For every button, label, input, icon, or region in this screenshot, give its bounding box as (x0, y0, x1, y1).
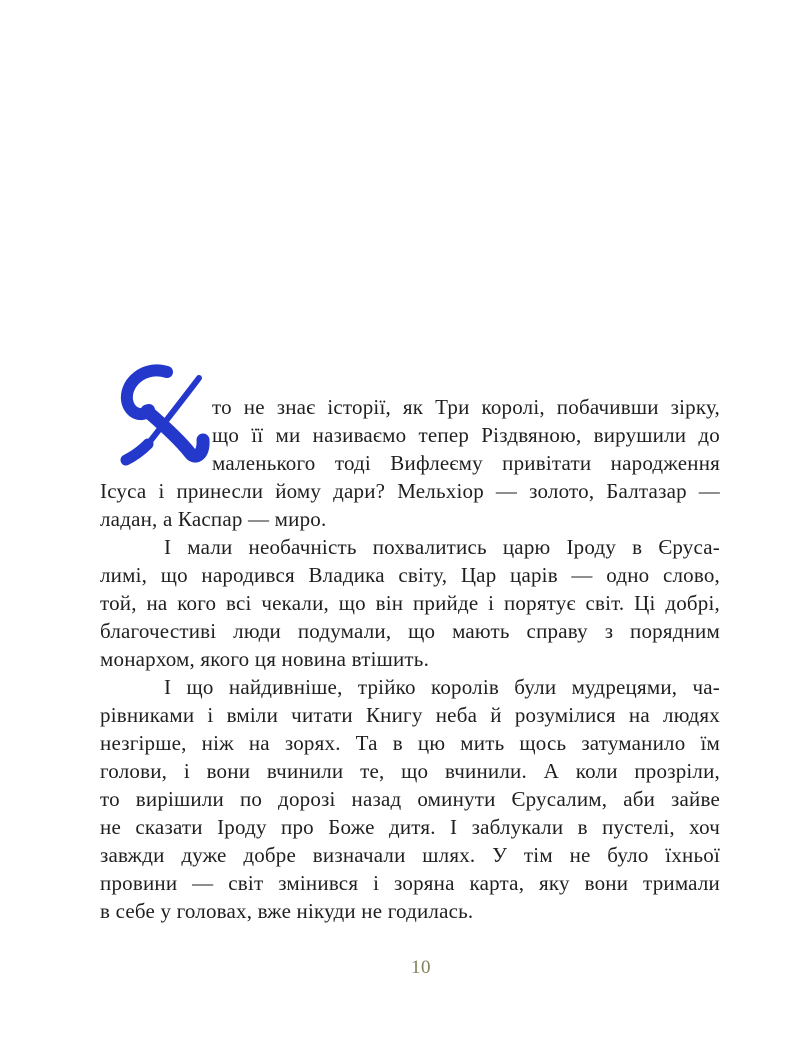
text-line: то вирішили по дорозі назад оминути Єрусалим, аби зайве (100, 787, 720, 811)
text-line: не сказати Іроду про Боже дитя. І заблукали в пустелі, хоч (100, 815, 720, 839)
text-line: завжди дуже добре визначали шлях. У тім не було їхньої (100, 843, 720, 867)
text-line: провини — світ змінився і зоряна карта, яку вони тримали (100, 871, 720, 895)
text-line: благочестиві люди подумали, що мають справу з порядним (100, 619, 720, 643)
text-line: Ісуса і принесли йому дари? Мельхіор — золото, Балтазар — (100, 479, 720, 503)
text-line: лимі, що народився Владика світу, Цар царів — одно слово, (100, 563, 720, 587)
text-line: ладан, а Каспар — миро. (100, 507, 327, 531)
text-line: І мали необачність похвалитись царю Іроду в Єруса- (164, 535, 720, 559)
paragraph (100, 673, 720, 925)
page-number: 10 (411, 957, 431, 978)
text-line: в себе у головах, вже нікуди не годилась. (100, 899, 474, 923)
text-line: І що найдивніше, трійко королів були мудрецями, ча- (164, 675, 720, 699)
text-line: то не знає історії, як Три королі, побачивши зірку, (212, 395, 720, 419)
text-line: що її ми називаємо тепер Різдвяною, вирушили до (212, 423, 720, 447)
text-line: рівниками і вміли читати Книгу неба й розумілися на людях (100, 703, 720, 727)
text-line: голови, і вони вчинили те, що вчинили. А коли прозріли, (100, 759, 720, 783)
paragraph (100, 533, 720, 673)
dropcap-letter (100, 393, 101, 394)
text-block (100, 393, 720, 925)
dropcap-x-glyph (117, 374, 207, 466)
text-line: незгірше, ніж на зорях. Та в цю мить щось затуманило їм (100, 731, 720, 755)
text-line: маленького тоді Вифлеєму привітати народження (212, 451, 720, 475)
dropcap (100, 393, 212, 477)
text-line: монархом, якого ця новина втішить. (100, 647, 430, 671)
text-line: той, на кого всі чекали, що він прийде і порятує світ. Ці добрі, (100, 591, 720, 615)
